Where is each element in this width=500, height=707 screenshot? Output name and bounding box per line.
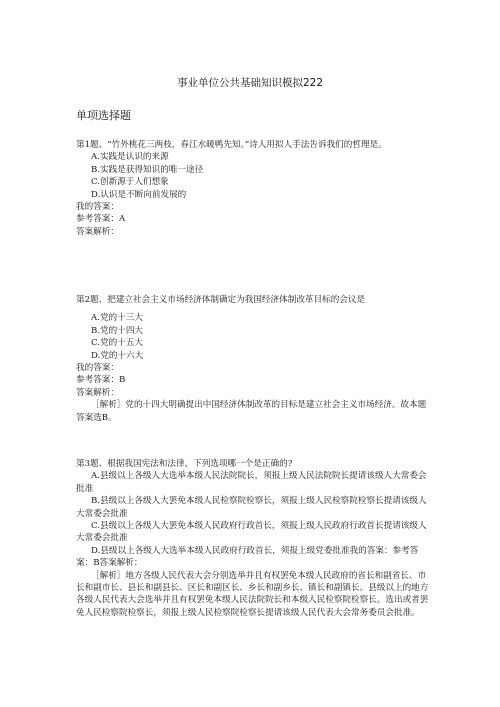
question-stem: 第2题、把建立社会主义市场经济体制确定为我国经济体制改革目标的会议是	[76, 295, 366, 305]
option-a: A.县级以上各级人大选举本级人民法院院长，须报上级人民法院院长提请该级人大常委会批准	[76, 471, 427, 494]
option-c: C.县级以上各级人大罢免本级人民政府行政首长，须报上级人民政府行政首长提请该级人大常委会批准	[76, 521, 427, 544]
reference-answer: 参考答案：A	[76, 214, 126, 225]
explanation-label: 答案解析：	[76, 226, 119, 237]
explanation-text: ［解析］党的十四大明确提出中国经济体制改革的目标是建立社会主义市场经济。故本题答案选B。	[76, 400, 427, 423]
option-b: B.党的十四大	[91, 325, 144, 336]
option-d: D.党的十六大	[91, 350, 144, 361]
document-title: 事业单位公共基础知识模拟222	[176, 77, 324, 89]
question-1	[76, 139, 432, 238]
explanation-text: ［解析］地方各级人民代表大会分别选举并且有权罢免本级人民政府的省长和副省长、市长和副市长、县长和副县长、区长和副区长、乡长和副乡长、镇长和副镇长。县级以上的地方各级人民代表大会选举并且有权罢免本级人民法院院长和本级人民检察院检察长。选出或者罢免人民检察院检察长，须报上级人民检察院检察长提请该级人民代表大会常务委员会批准。	[76, 570, 429, 618]
my-answer-label: 我的答案：	[76, 202, 119, 213]
question-stem: 第1题、“竹外桃花三两枝，春江水暖鸭先知。”诗人用拟人手法告诉我们的哲理是。	[76, 140, 387, 150]
reference-answer: 参考答案：B	[76, 375, 126, 386]
question-2	[76, 294, 432, 424]
question-stem: 第3题、根据我国宪法和法律，下列选项哪一个是正确的?	[76, 459, 293, 469]
option-c: C.党的十五大	[91, 338, 143, 349]
explanation-label: 答案解析：	[76, 387, 119, 398]
option-c: C.创新源于人们想象	[91, 177, 169, 188]
question-3	[76, 458, 432, 619]
option-d: D.县级以上各级人大选举本级人民政府行政首长，须报上级党委批准我的答案：参考答案：B答案解析：	[76, 545, 419, 569]
option-a: A.党的十三大	[91, 313, 143, 324]
option-b: B.实践是获得知识的唯一途径	[91, 164, 204, 175]
section-heading: 单项选择题	[76, 109, 131, 122]
option-d: D.认识是不断向前发展的	[91, 189, 187, 200]
my-answer-label: 我的答案：	[76, 363, 119, 374]
option-b: B.县级以上各级人大罢免本级人民检察院检察长，须报上级人民检察院检察长提请该级人大常委会批准	[76, 496, 427, 519]
option-a: A.实践是认识的来源	[91, 152, 169, 163]
